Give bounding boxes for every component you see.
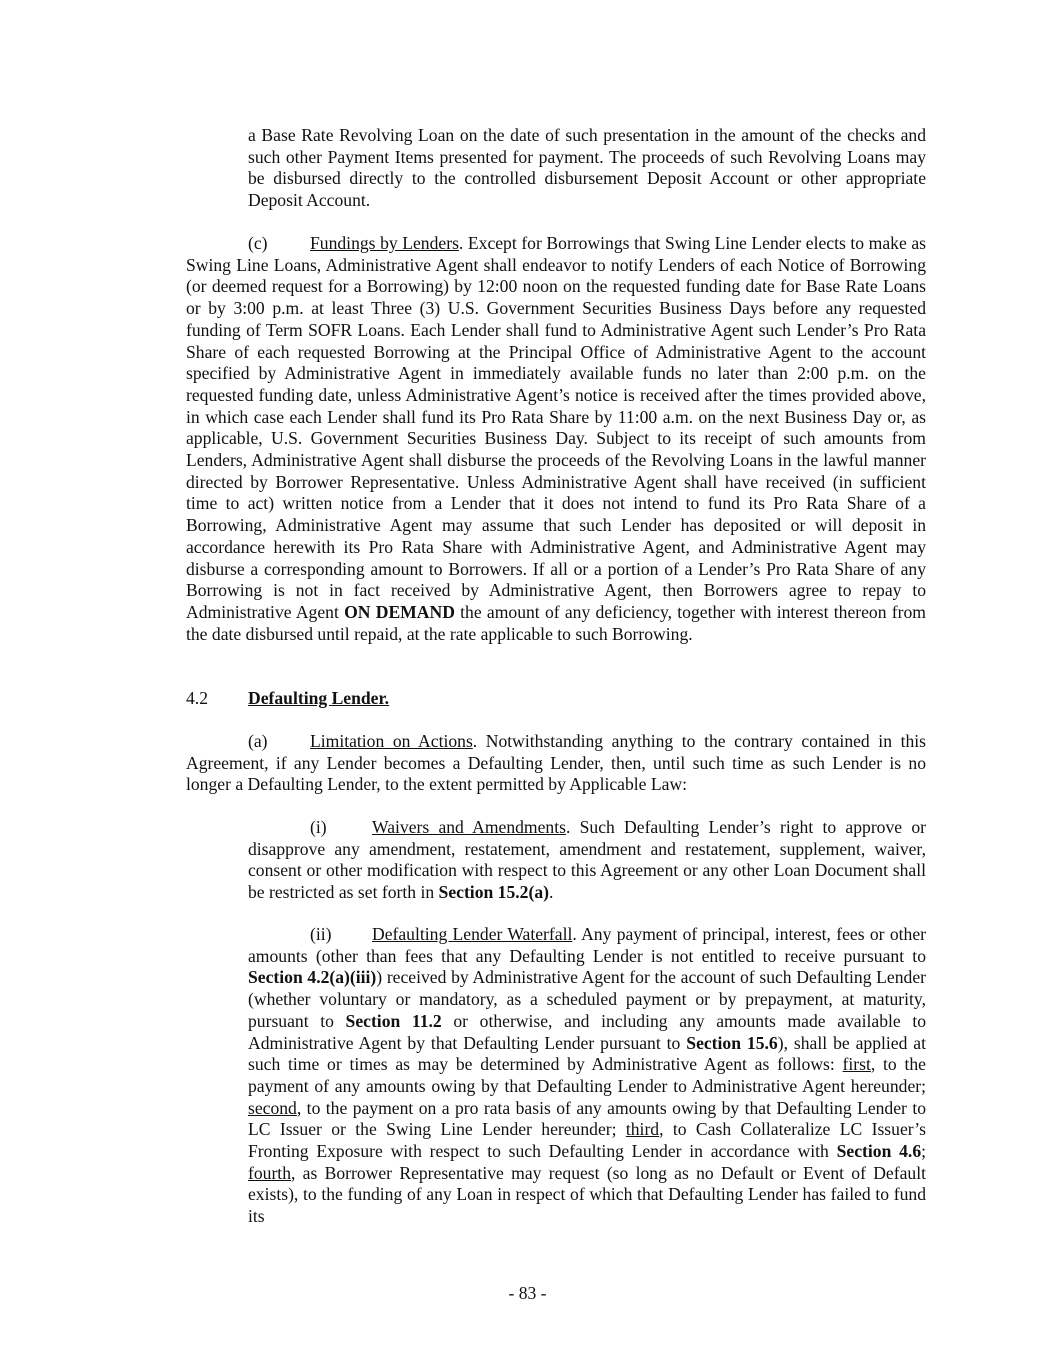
section-ref-4-2a-iii: Section 4.2(a)(iii) <box>248 967 377 988</box>
paragraph-ii-label: (ii) <box>310 924 332 944</box>
on-demand-bold: ON DEMAND <box>344 601 455 622</box>
word-second: second <box>248 1097 297 1118</box>
paragraph-c-text-2: the amount of any deficiency, together with interest thereon from the date disbursed until repaid, at the rate applicable to such Borrowing. <box>186 601 926 644</box>
paragraph-i-text: . Such Defaulting Lender’s right to approve or disapprove any amendment, restatement, amendment and restatement, supplement, waiver, consent or other modification with respect to this Agreement or any other Loan Document shall be restricted as set forth in <box>248 817 926 903</box>
paragraph-i-end: . <box>548 882 554 903</box>
word-third: third <box>625 1119 660 1140</box>
paragraph-a-label: (a) <box>248 731 268 751</box>
section-4-2-heading <box>186 688 389 710</box>
paragraph-c <box>186 233 926 645</box>
continuation-paragraph <box>248 125 926 212</box>
paragraph-i <box>248 817 926 904</box>
paragraph-c-text-1: . Except for Borrowings that Swing Line Lender elects to make as Swing Line Loans, Administrative Agent shall endeavor to notify Lenders of each Notice of Borrowing (or deemed request for a Borrowing) by 12:00 noon on the requested funding date for Base Rate Loans or by 3:00 p.m. at least Three (3) U.S. Government Securities Business Days before any requested funding of Term SOFR Loans. Each Lender shall fund to Administrative Agent such Lender’s Pro Rata Share of each requested Borrowing at the Principal Office of Administrative Agent to the account specified by Administrative Agent in immediately available funds no later than 2:00 p.m. on the requested funding date, unless Administrative Agent’s notice is received after the times provided above, in which case each Lender shall fund its Pro Rata Share by 11:00 a.m. on the next Business Day or, as applicable, U.S. Government Securities Business Day. Subject to its receipt of such amounts from Lenders, Administrative Agent shall disburse the proceeds of the Revolving Loans in the lawful manner directed by Borrower Representative. Unless Administrative Agent shall have received (in sufficient time to act) written notice from a Lender that it does not intend to fund its Pro Rata Share of a Borrowing, Administrative Agent may assume that such Lender has deposited or will deposit in accordance herewith its Pro Rata Share with Administrative Agent, and Administrative Agent may disburse a corresponding amount to Borrowers. If all or a portion of a Lender’s Pro Rata Share of any Borrowing is not in fact received by Administrative Agent, then Borrowers agree to repay to Administrative Agent <box>186 233 926 622</box>
paragraph-c-label: (c) <box>248 233 268 253</box>
word-fourth: fourth <box>248 1162 291 1183</box>
section-ref-15-2a: Section 15.2(a) <box>438 882 549 903</box>
paragraph-ii-text: ) received by Administrative Agent for the account of such Defaulting Lender (whether voluntary or mandatory, as a scheduled payment or by prepayment, at maturity, pursuant to <box>248 967 926 1031</box>
paragraph-a <box>186 731 926 796</box>
section-ref-11-2: Section 11.2 <box>345 1010 442 1031</box>
paragraph-ii-text: , to the payment of any amounts owing by that Defaulting Lender to Administrative Agent hereunder; <box>248 1054 926 1096</box>
word-first: first <box>842 1054 871 1075</box>
paragraph-ii-text: ; <box>921 1141 927 1162</box>
section-ref-15-6: Section 15.6 <box>686 1032 778 1053</box>
paragraph-ii-text: , to Cash Collateralize LC Issuer’s Fronting Exposure with respect to such Defaulting Lender in accordance with <box>248 1119 926 1162</box>
paragraph-ii-text: . Any payment of principal, interest, fees or other amounts (other than fees that any Defaulting Lender is not entitled to receive pursuant to <box>248 924 926 966</box>
paragraph-ii-text: or otherwise, and including any amounts made available to Administrative Agent by that Defaulting Lender pursuant to <box>248 1010 927 1053</box>
paragraph-a-title: Limitation on Actions <box>310 731 473 751</box>
paragraph-ii-text: ), shall be applied at such time or times as may be determined by Administrative Agent as follows: <box>248 1032 927 1075</box>
paragraph-i-label: (i) <box>310 817 327 837</box>
paragraph-ii-title: Defaulting Lender Waterfall <box>372 924 573 944</box>
page-number: - 83 - <box>508 1283 547 1303</box>
paragraph-i-title: Waivers and Amendments <box>372 817 566 837</box>
continuation-text: a Base Rate Revolving Loan on the date of such presentation in the amount of the checks and such other Payment Items presented for payment. The proceeds of such Revolving Loans may be disbursed directly to the controlled disbursement Deposit Account or other appropriate Deposit Account. <box>248 125 926 211</box>
paragraph-c-title: Fundings by Lenders <box>310 233 459 253</box>
section-number: 4.2 <box>186 688 208 708</box>
section-title: Defaulting Lender. <box>248 688 390 708</box>
section-ref-4-6: Section 4.6 <box>836 1141 922 1162</box>
paragraph-ii-text: , as Borrower Representative may request (so long as no Default or Event of Default exists), to the funding of any Loan in respect of which that Defaulting Lender has failed to fund its <box>248 1162 926 1227</box>
paragraph-ii-text: , to the payment on a pro rata basis of any amounts owing by that Defaulting Lender to LC Issuer or the Swing Line Lender hereunder; <box>248 1097 926 1140</box>
paragraph-a-text: . Notwithstanding anything to the contrary contained in this Agreement, if any Lender becomes a Defaulting Lender, then, until such time as such Lender is no longer a Defaulting Lender, to the extent permitted by Applicable Law: <box>186 731 926 795</box>
paragraph-ii <box>248 924 926 1228</box>
